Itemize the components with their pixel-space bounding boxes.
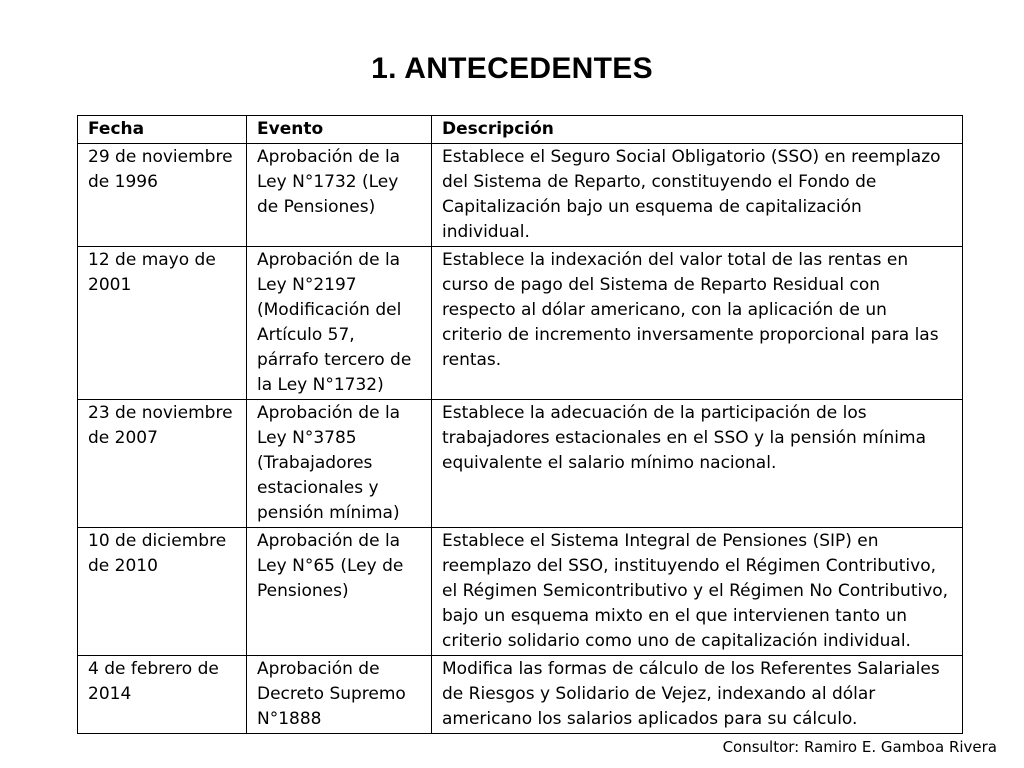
antecedentes-table [77,115,963,734]
cell-fecha: 29 de noviembre de 1996 [78,144,247,247]
table-row [78,144,963,247]
table-row [78,528,963,656]
footer-credit: Consultor: Ramiro E. Gamboa Rivera [722,738,997,756]
cell-evento: Aprobación de la Ley N°2197 (Modificación del Artículo 57, párrafo tercero de la Ley N°1732) [247,247,432,400]
cell-evento: Aprobación de la Ley N°65 (Ley de Pensiones) [247,528,432,656]
cell-fecha: 10 de diciembre de 2010 [78,528,247,656]
table-row [78,247,963,400]
column-header-evento: Evento [247,116,432,144]
cell-descripcion: Establece el Seguro Social Obligatorio (SSO) en reemplazo del Sistema de Reparto, constituyendo el Fondo de Capitalización bajo un esquema de capitalización individual. [432,144,963,247]
cell-evento: Aprobación de Decreto Supremo N°1888 [247,656,432,734]
cell-fecha: 23 de noviembre de 2007 [78,400,247,528]
table-row [78,400,963,528]
table-header-row [78,116,963,144]
column-header-descripcion: Descripción [432,116,963,144]
table-row [78,656,963,734]
cell-descripcion: Modifica las formas de cálculo de los Referentes Salariales de Riesgos y Solidario de Vejez, indexando al dólar americano los salarios aplicados para su cálculo. [432,656,963,734]
page-title: 1. ANTECEDENTES [371,52,653,85]
cell-descripcion: Establece la indexación del valor total de las rentas en curso de pago del Sistema de Reparto Residual con respecto al dólar americano, con la aplicación de un criterio de incremento inversamente proporcional para las rentas. [432,247,963,400]
cell-descripcion: Establece el Sistema Integral de Pensiones (SIP) en reemplazo del SSO, instituyendo el Régimen Contributivo, el Régimen Semicontributivo y el Régimen No Contributivo, bajo un esquema mixto en el que intervienen tanto un criterio solidario como uno de capitalización individual. [432,528,963,656]
cell-fecha: 4 de febrero de 2014 [78,656,247,734]
cell-evento: Aprobación de la Ley N°3785 (Trabajadores estacionales y pensión mínima) [247,400,432,528]
table-header [78,116,963,144]
cell-evento: Aprobación de la Ley N°1732 (Ley de Pensiones) [247,144,432,247]
cell-fecha: 12 de mayo de 2001 [78,247,247,400]
cell-descripcion: Establece la adecuación de la participación de los trabajadores estacionales en el SSO y la pensión mínima equivalente el salario mínimo nacional. [432,400,963,528]
column-header-fecha: Fecha [78,116,247,144]
table-body [78,144,963,734]
